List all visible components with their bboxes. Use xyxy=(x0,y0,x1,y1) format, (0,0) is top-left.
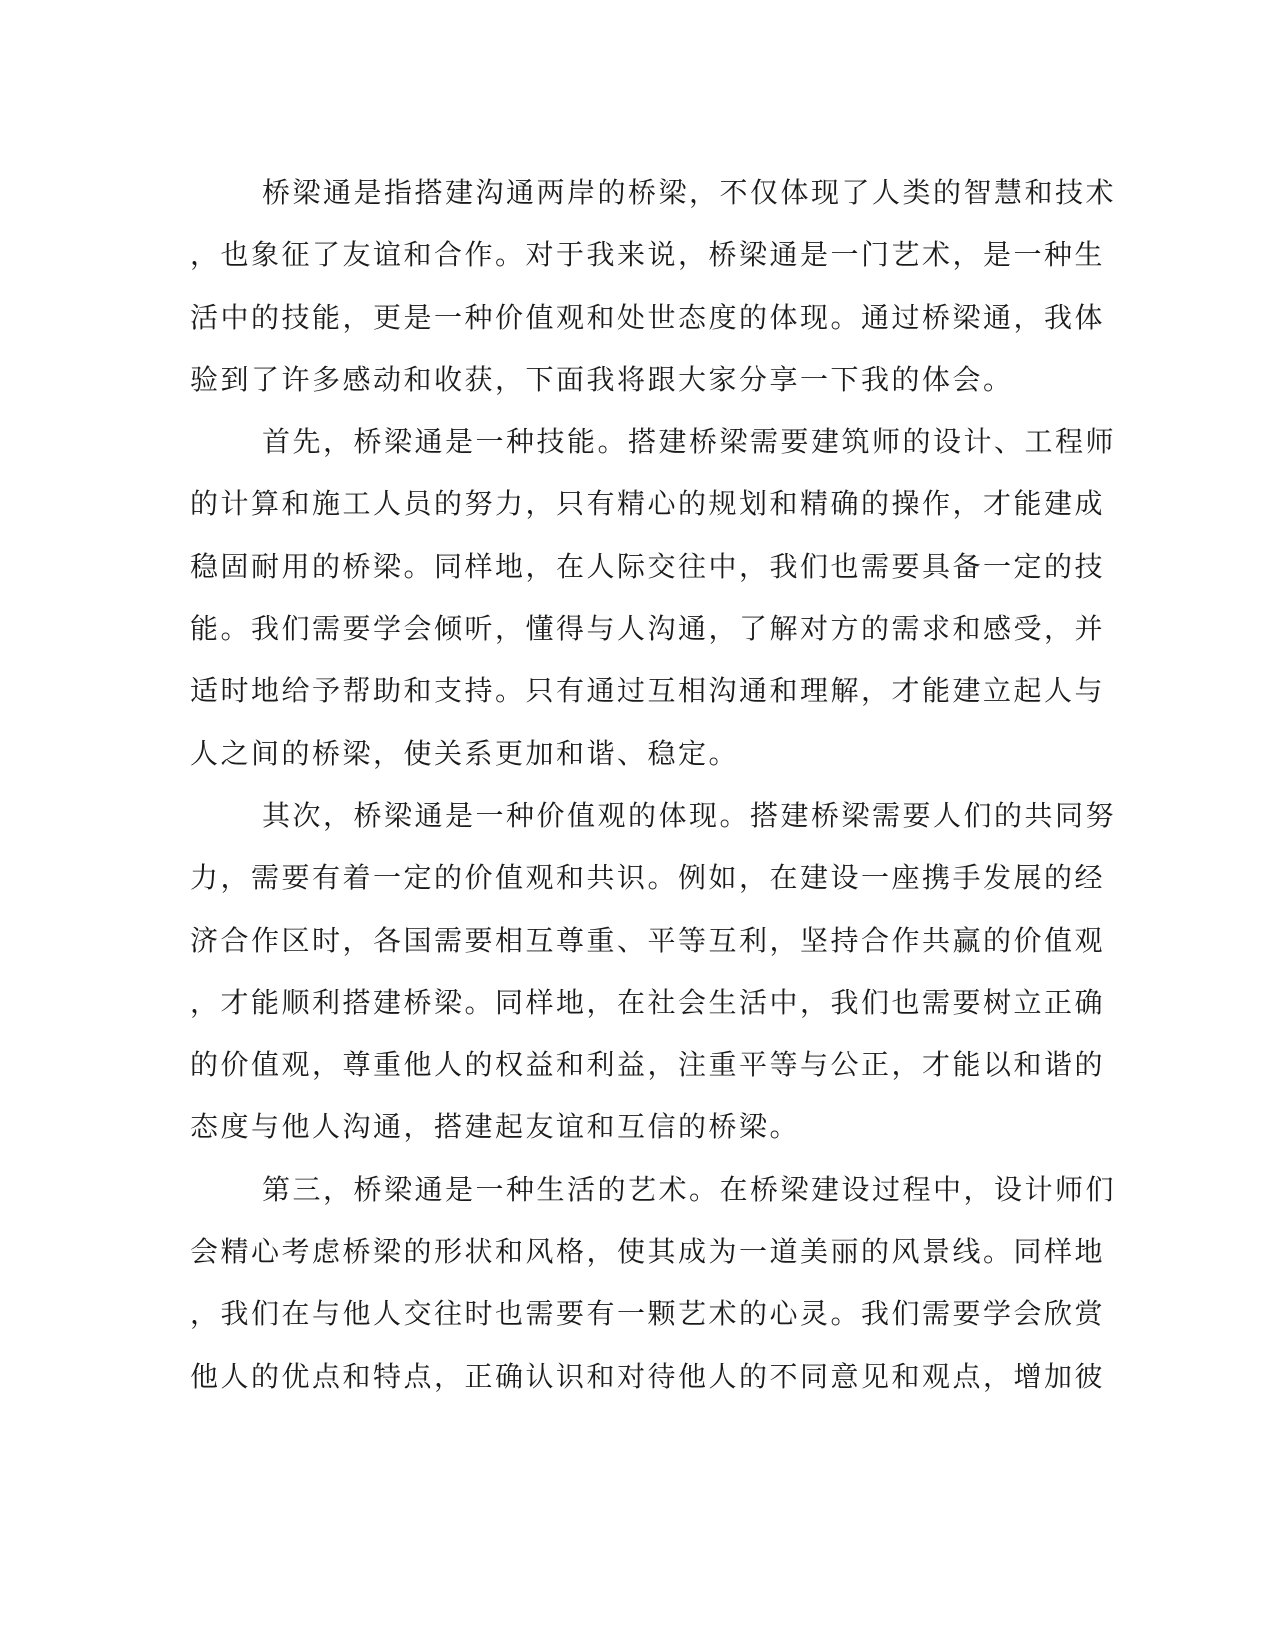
text-line: 能。我们需要学会倾听，懂得与人沟通，了解对方的需求和感受，并 xyxy=(190,612,1106,646)
text-line: 活中的技能，更是一种价值观和处世态度的体现。通过桥梁通，我体 xyxy=(190,300,1106,334)
text-line: 第三，桥梁通是一种生活的艺术。在桥梁建设过程中，设计师们 xyxy=(262,1172,1117,1206)
text-line: 力，需要有着一定的价值观和共识。例如，在建设一座携手发展的经 xyxy=(190,861,1106,895)
text-line: 的计算和施工人员的努力，只有精心的规划和精确的操作，才能建成 xyxy=(190,487,1106,521)
text-line: 会精心考虑桥梁的形状和风格，使其成为一道美丽的风景线。同样地 xyxy=(190,1235,1106,1269)
text-line: 桥梁通是指搭建沟通两岸的桥梁，不仅体现了人类的智慧和技术 xyxy=(262,176,1117,209)
text-line: 态度与他人沟通，搭建起友谊和互信的桥梁。 xyxy=(190,1110,801,1144)
document-body xyxy=(190,162,1117,1408)
paragraph-second-values xyxy=(190,785,1117,1159)
text-line: 济合作区时，各国需要相互尊重、平等互利，坚持合作共赢的价值观 xyxy=(190,923,1106,957)
text-line: 的价值观，尊重他人的权益和利益，注重平等与公正，才能以和谐的 xyxy=(190,1048,1106,1082)
text-line: 人之间的桥梁，使关系更加和谐、稳定。 xyxy=(190,736,740,770)
text-line: 首先，桥梁通是一种技能。搭建桥梁需要建筑师的设计、工程师 xyxy=(262,425,1117,459)
text-line: 适时地给予帮助和支持。只有通过互相沟通和理解，才能建立起人与 xyxy=(190,674,1106,708)
paragraph-intro xyxy=(190,162,1117,411)
paragraph-first-skill xyxy=(190,411,1117,785)
text-line: 稳固耐用的桥梁。同样地，在人际交往中，我们也需要具备一定的技 xyxy=(190,549,1106,583)
paragraph-third-art xyxy=(190,1159,1117,1408)
text-line: 其次，桥梁通是一种价值观的体现。搭建桥梁需要人们的共同努 xyxy=(262,798,1117,832)
text-line: ，才能顺利搭建桥梁。同样地，在社会生活中，我们也需要树立正确 xyxy=(190,985,1106,1019)
text-line: 验到了许多感动和收获，下面我将跟大家分享一下我的体会。 xyxy=(190,362,1014,396)
text-line: 他人的优点和特点，正确认识和对待他人的不同意见和观点，增加彼 xyxy=(190,1359,1106,1393)
text-line: ，我们在与他人交往时也需要有一颗艺术的心灵。我们需要学会欣赏 xyxy=(190,1297,1106,1331)
text-line: ，也象征了友谊和合作。对于我来说，桥梁通是一门艺术，是一种生 xyxy=(190,238,1106,272)
